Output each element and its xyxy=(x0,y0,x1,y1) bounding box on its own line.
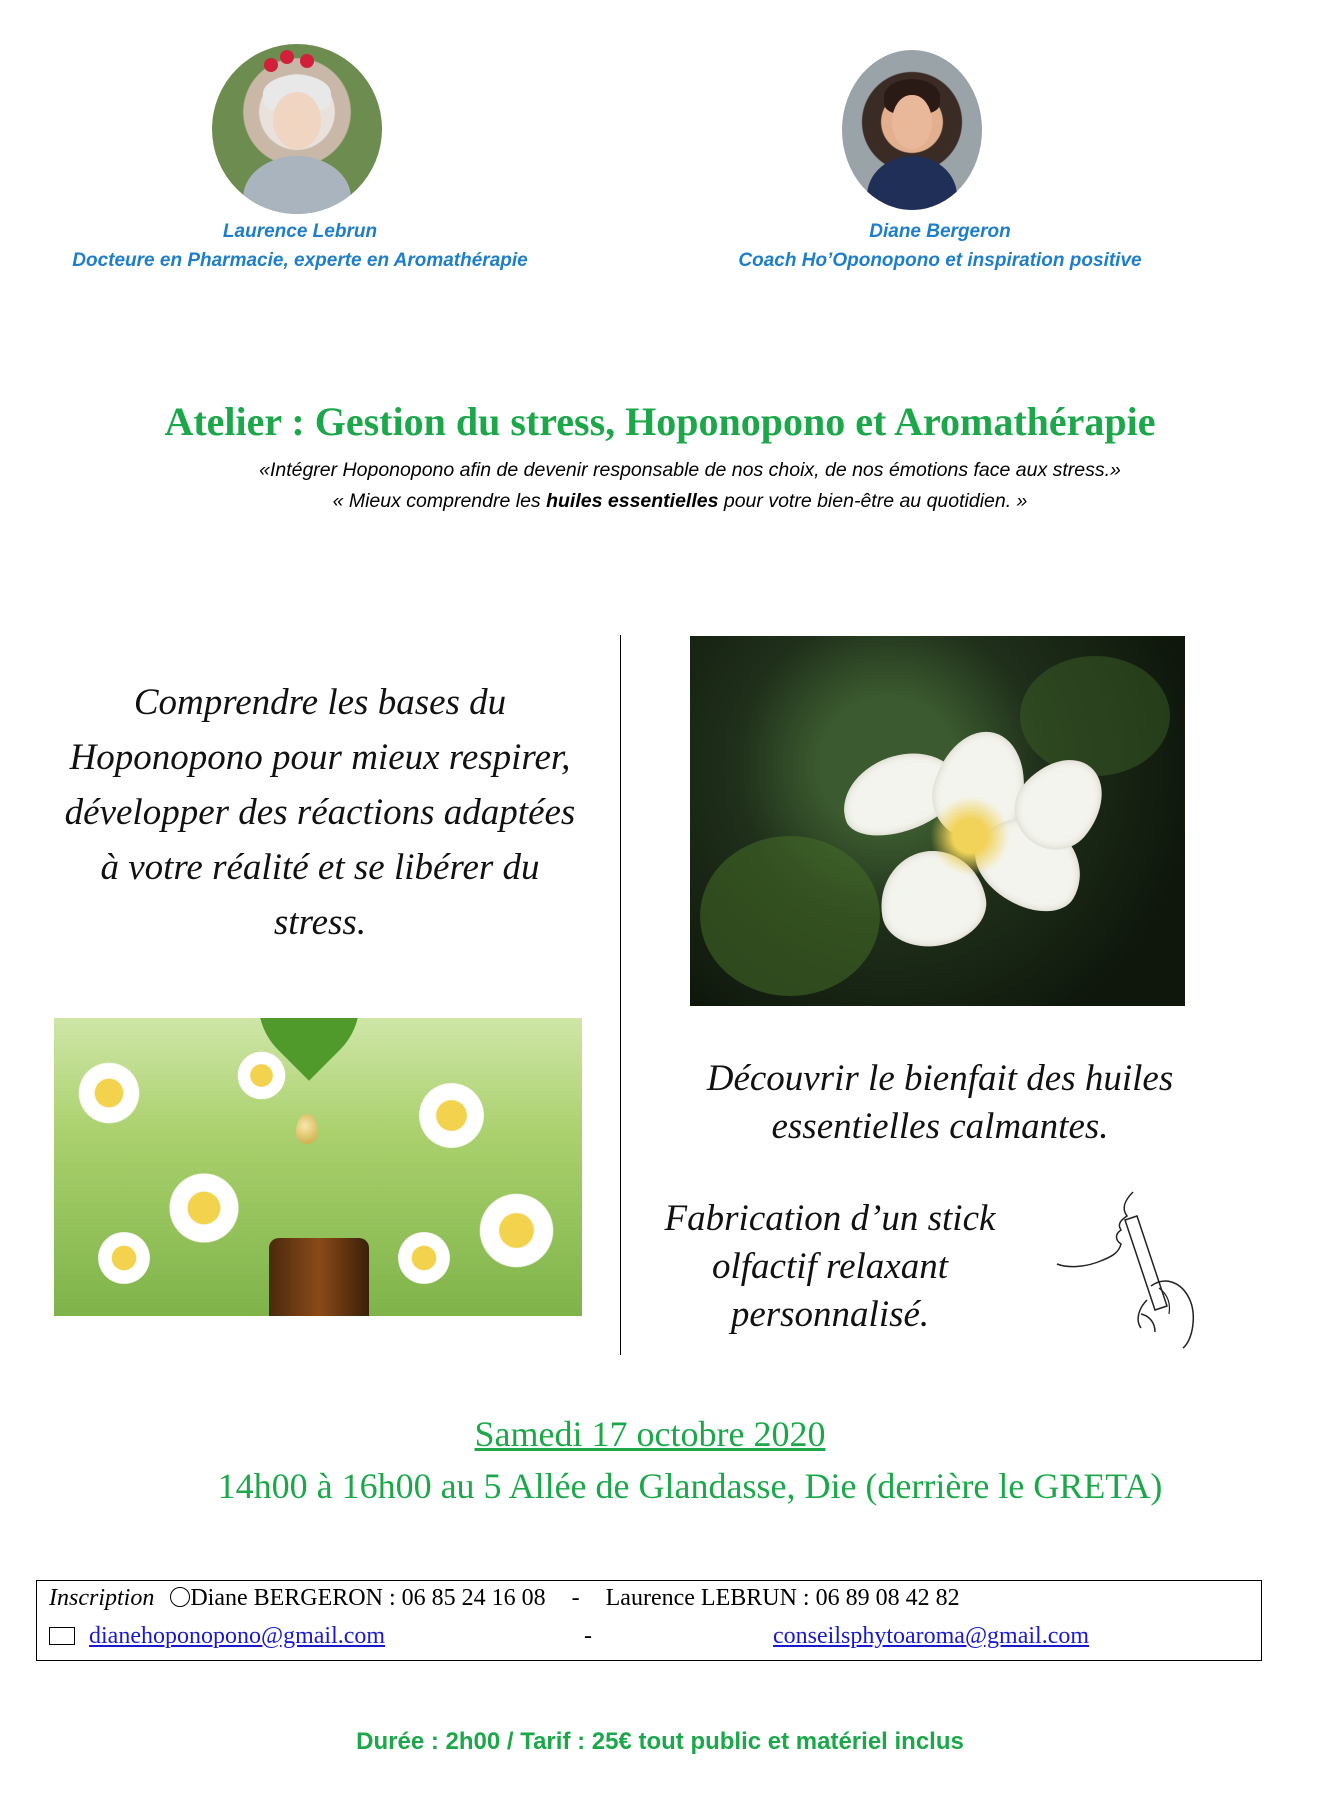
separator: - xyxy=(584,1623,592,1649)
daisy-shape xyxy=(74,1058,144,1128)
contact-laurence: Laurence LEBRUN : 06 89 08 42 82 xyxy=(605,1585,960,1611)
presenter-role: Coach Ho’Oponopono et inspiration positive xyxy=(738,250,1142,271)
flower-center xyxy=(930,796,1010,876)
quote-line-2 xyxy=(160,486,1200,516)
face-shape xyxy=(892,95,931,149)
flower-shape xyxy=(264,58,278,72)
daisy-shape xyxy=(394,1228,454,1288)
daisy-shape xyxy=(234,1048,289,1103)
quote-text: pour votre bien-être au quotidien. » xyxy=(718,490,1028,512)
bottle-shape xyxy=(269,1238,369,1316)
avatar-laurence xyxy=(212,44,382,214)
text-line: Fabrication d’un stick xyxy=(664,1198,996,1239)
text-line: développer des réactions adaptées xyxy=(64,792,576,833)
text-line: à votre réalité et se libérer du xyxy=(100,847,540,888)
registration-emails xyxy=(49,1623,1249,1650)
registration-phones xyxy=(49,1585,960,1612)
fabrication-text xyxy=(620,1195,1040,1339)
frangipani-photo xyxy=(690,636,1185,1006)
body-shape xyxy=(867,156,957,210)
text-line: olfactif relaxant xyxy=(711,1246,948,1287)
duration-price: Durée : 2h00 / Tarif : 25€ tout public et matériel inclus xyxy=(356,1728,964,1755)
phone-icon xyxy=(170,1587,190,1607)
text-line: Comprendre les bases du xyxy=(133,682,507,723)
inhaler-sketch-icon xyxy=(1055,1190,1215,1350)
foliage-shape xyxy=(1020,656,1170,776)
body-shape xyxy=(243,156,352,214)
separator: - xyxy=(571,1585,580,1611)
registration-label: Inscription xyxy=(49,1585,155,1611)
flower-shape xyxy=(300,54,314,68)
event-time-place: 14h00 à 16h00 au 5 Allée de Glandasse, Die (derrière le GRETA) xyxy=(217,1466,1163,1506)
email-laurence-link[interactable]: conseilsphytoaroma@gmail.com xyxy=(773,1623,1090,1649)
oil-drop-shape xyxy=(296,1114,318,1144)
mail-icon xyxy=(49,1627,75,1645)
event-date: Samedi 17 octobre 2020 xyxy=(474,1414,826,1454)
email-diane-link[interactable]: dianehoponopono@gmail.com xyxy=(89,1623,386,1649)
presenter-name: Laurence Lebrun xyxy=(222,221,378,242)
text-line: Hoponopono pour mieux respirer, xyxy=(69,737,571,778)
text-line: stress. xyxy=(273,902,367,943)
hoponopono-description xyxy=(20,675,620,950)
presenter-role: Docteure en Pharmacie, experte en Aromathérapie xyxy=(72,250,528,271)
daisy-shape xyxy=(94,1228,154,1288)
daisy-shape xyxy=(414,1078,489,1153)
quote-emphasis: huiles essentielles xyxy=(546,490,719,512)
daisy-shape xyxy=(474,1188,559,1273)
text-line: essentielles calmantes. xyxy=(771,1106,1109,1147)
discover-text xyxy=(640,1055,1240,1151)
quote-line-1: «Intégrer Hoponopono afin de devenir responsable de nos choix, de nos émotions face aux stress.» xyxy=(259,459,1121,481)
presenter-diane xyxy=(660,217,1220,275)
face-shape xyxy=(273,92,321,150)
contact-diane: Diane BERGERON : 06 85 24 16 08 xyxy=(190,1585,546,1611)
text-line: Découvrir le bienfait des huiles xyxy=(706,1058,1174,1099)
quote-text: « Mieux comprendre les xyxy=(332,490,547,512)
page-title: Atelier : Gestion du stress, Hoponopono et Aromathérapie xyxy=(164,399,1156,444)
daisy-shape xyxy=(164,1168,244,1248)
presenter-laurence xyxy=(40,217,560,275)
foliage-shape xyxy=(700,836,880,996)
registration-box xyxy=(36,1580,1262,1661)
flower-shape xyxy=(280,50,294,64)
text-line: personnalisé. xyxy=(730,1294,930,1335)
presenter-name: Diane Bergeron xyxy=(869,221,1011,242)
essential-oil-photo xyxy=(54,1018,582,1316)
avatar-diane xyxy=(842,50,982,210)
